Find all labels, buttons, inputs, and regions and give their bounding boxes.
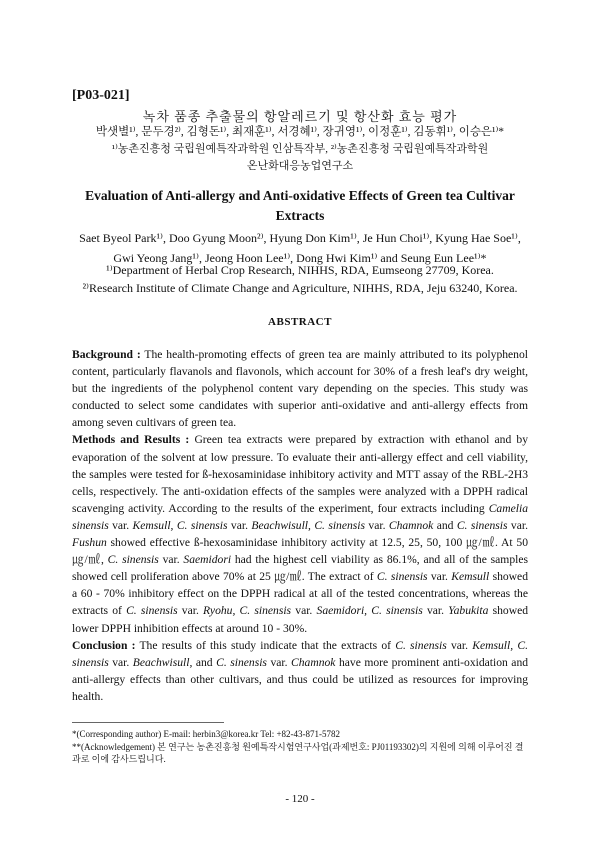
- background-paragraph: [72, 346, 528, 431]
- korean-authors: 박샛별¹⁾, 문두경²⁾, 김형돈¹⁾, 최재훈¹⁾, 서경혜¹⁾, 장귀영¹⁾, 이정훈¹⁾, 김동휘¹⁾, 이승은¹⁾*: [95, 126, 505, 138]
- methods-text: had the highest cell viability as 86.1%, and all of the samples showed cell proliferation above 70% at 25 ㎍/㎖. The extract of: [72, 553, 528, 584]
- conclusion-label: Conclusion :: [72, 638, 136, 652]
- species-name: C. sinensis: [314, 518, 366, 532]
- footnote-divider: [72, 722, 224, 723]
- species-name: C. sinensis: [371, 604, 423, 618]
- cultivar-name: Beachwisull,: [132, 655, 193, 669]
- english-affiliation-1: ¹⁾Department of Herbal Crop Research, NIHHS, RDA, Eumseong 27709, Korea.: [106, 263, 494, 277]
- species-name: C. sinensis: [239, 604, 292, 618]
- korean-title: 녹차 품종 추출물의 항알레르기 및 항산화 효능 평가: [142, 109, 458, 124]
- var-text: var.: [450, 638, 469, 652]
- page-number: - 120 -: [285, 793, 315, 805]
- footnote-corresponding: *(Corresponding author) E-mail: herbin3@korea.kr Tel: +82-43-871-5782: [72, 729, 341, 739]
- korean-affiliation-2: 온난화대응농업연구소: [246, 160, 354, 172]
- species-name: C. sinensis: [456, 518, 508, 532]
- cultivar-name: Kemsull,: [472, 638, 514, 652]
- var-text: var.: [112, 518, 130, 532]
- cultivar-name: Beachwisull,: [251, 518, 311, 532]
- methods-label: Methods and Results :: [72, 433, 190, 447]
- english-authors: [72, 228, 528, 268]
- var-text: var.: [510, 518, 528, 532]
- conclusion-paragraph: [72, 637, 528, 705]
- english-authors-line-2: Gwi Yeong Jang¹⁾, Jeong Hoon Lee¹⁾, Dong Hwi Kim¹⁾ and Seung Eun Lee¹⁾*: [113, 251, 487, 265]
- species-name: Camelia sinensis: [72, 501, 528, 532]
- species-name: C. sinensis: [376, 570, 428, 584]
- species-name: C. sinensis: [107, 553, 159, 567]
- english-affiliation-2: ²⁾Research Institute of Climate Change and Agriculture, NIHHS, RDA, Jeju 63240, Korea.: [82, 281, 518, 295]
- cultivar-name: Kemsull: [451, 570, 490, 584]
- abstract-body: [72, 346, 528, 705]
- var-text: var.: [112, 655, 130, 669]
- cultivar-name: Fushun: [72, 536, 107, 550]
- and-text: and: [195, 655, 213, 669]
- korean-affiliation-1: ¹⁾농촌진흥청 국립원예특작과학원 인삼특작부, ²⁾농촌진흥청 국립원예특작과학원: [111, 143, 489, 155]
- methods-paragraph: [72, 431, 528, 636]
- methods-text: showed a 60 - 70% inhibitory effect on the DPPH radical at all of the tested concentrations, whereas the extracts of: [72, 570, 528, 618]
- var-text: var.: [230, 518, 248, 532]
- var-text: var.: [368, 518, 386, 532]
- species-name: C. sinensis: [126, 604, 178, 618]
- var-text: var.: [181, 604, 199, 618]
- cultivar-name: Chamnok: [388, 518, 434, 532]
- footnote-acknowledgement: **(Acknowledgement) 본 연구는 농촌진흥청 원예특작시험연구사업(과제번호: PJ01193302)의 지원에 의해 이루어진 결과로 이에 감사드립니다.: [72, 742, 524, 764]
- var-text: var.: [162, 553, 180, 567]
- species-name: C. sinensis: [395, 638, 447, 652]
- english-authors-line-1: Saet Byeol Park¹⁾, Doo Gyung Moon²⁾, Hyung Don Kim¹⁾, Je Hun Choi¹⁾, Kyung Hae Soe¹⁾,: [79, 231, 521, 245]
- cultivar-name: Yabukita: [448, 604, 489, 618]
- conclusion-text: have more prominent anti-oxidation and anti-allergy effects than other cultivars, and thus could be utilized as resources for improving health.: [72, 655, 529, 703]
- cultivar-name: Kemsull,: [132, 518, 174, 532]
- cultivar-name: Saemidori,: [316, 604, 368, 618]
- cultivar-name: Saemidori: [183, 553, 232, 567]
- background-label: Background :: [72, 348, 141, 361]
- poster-code: [P03-021]: [72, 88, 130, 103]
- var-text: var.: [426, 604, 445, 618]
- var-text: var.: [430, 570, 448, 584]
- var-text: var.: [270, 655, 288, 669]
- species-name: C. sinensis: [216, 655, 267, 669]
- cultivar-name: Ryohu,: [203, 604, 236, 618]
- and-text: and: [436, 518, 454, 532]
- cultivar-name: Chamnok: [291, 655, 336, 669]
- conclusion-text: The results of this study indicate that the extracts of: [139, 638, 392, 652]
- species-name: C. sinensis: [72, 638, 528, 669]
- methods-text: showed lower DPPH inhibition effects at around 10 - 30%.: [72, 604, 529, 635]
- species-name: C. sinensis: [176, 518, 228, 532]
- methods-text: Green tea extracts were prepared by extraction with ethanol and by evaporation of the solvent at low pressure. To evaluate their anti-allergy effect and cell viability, the samples were tested for ß-hexosaminidase inhibitory activity and MTT assay of the RBL-2H3 cells, respectively. The anti-oxidation effects of the samples were analyzed with a DPPH radical scavenging activity. According to the results of the experiment, four extracts including: [72, 433, 528, 515]
- background-text: The health-promoting effects of green tea are mainly attributed to its polyphenol content, particularly flavanols and flavonols, which account for 30% of a fresh leaf's dry weight, but the ingredients of the polyphenol content vary depending on the species. This study was conducted to select some candidates with superior anti-oxidative and anti-allergy effects from among seven cultivars of green tea.: [72, 348, 528, 430]
- abstract-heading: ABSTRACT: [268, 316, 332, 328]
- var-text: var.: [295, 604, 313, 618]
- methods-text: showed effective ß-hexosaminidase inhibitory activity at 12.5, 25, 50, 100 ㎍/㎖. At 50 ㎍/㎖,: [72, 536, 528, 567]
- english-title: Evaluation of Anti-allergy and Anti-oxidative Effects of Green tea Cultivar Extracts: [85, 188, 515, 223]
